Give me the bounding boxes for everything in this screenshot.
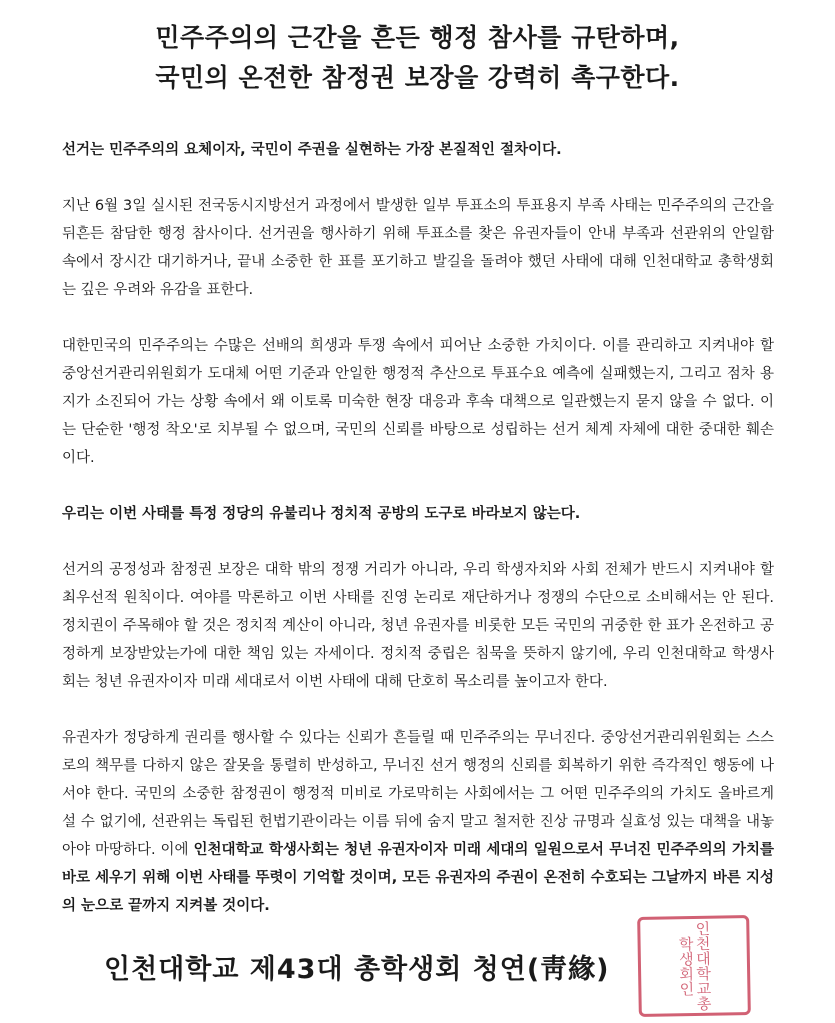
signature: 인천대학교 제43대 총학생회 청연(靑緣) xyxy=(104,954,610,985)
seal-text: 인천대학교총학생회인 xyxy=(676,920,713,1011)
statement-body xyxy=(62,136,774,948)
paragraph-2: 지난 6월 3일 실시된 전국동시지방선거 과정에서 발생한 일부 투표소의 투표용지 부족 사태는 민주주의의 근간을 뒤흔든 참담한 행정 참사이다. 선거권을 행사하기 위해 투표소를 찾은 유권자들이 안내 부족과 선관위의 안일함 속에서 장시간 대기하거나, 끝내 소중한 한 표를 포기하고 발길을 돌려야 했던 사태에 대해 인천대학교 총학생회는 깊은 우려와 유감을 표한다. xyxy=(62,198,774,298)
paragraph-3: 대한민국의 민주주의는 수많은 선배의 희생과 투쟁 속에서 피어난 소중한 가치이다. 이를 관리하고 지켜내야 할 중앙선거관리위원회가 도대체 어떤 기준과 안일한 행정적 추산으로 투표수요 예측에 실패했는지, 그리고 점차 용지가 소진되어 가는 상황 속에서 왜 이토록 미숙한 현장 대응과 후속 대책으로 일관했는지 묻지 않을 수 없다. 이는 단순한 '행정 착오'로 치부될 수 없으며, 국민의 신뢰를 바탕으로 성립하는 선거 체계 자체에 대한 중대한 훼손이다. xyxy=(62,338,774,466)
paragraph-6-regular: 유권자가 정당하게 권리를 행사할 수 있다는 신뢰가 흔들릴 때 민주주의는 무너진다. 중앙선거관리위원회는 스스로의 책무를 다하지 않은 잘못을 통렬히 반성하고, 무너진 선거 행정의 신뢰를 회복하기 위한 즉각적인 행동에 나서야 한다. 국민의 소중한 참정권이 행정적 미비로 가로막히는 사회에서는 그 어떤 민주주의의 가치도 올바르게 설 수 없기에, 선관위는 독립된 헌법기관이라는 이름 뒤에 숨지 말고 철저한 진상 규명과 실효성 있는 대책을 내놓아야 마땅하다. 이에 xyxy=(62,730,774,858)
seal-stamp xyxy=(637,915,751,1017)
paragraph-5: 선거의 공정성과 참정권 보장은 대학 밖의 정쟁 거리가 아니라, 우리 학생자치와 사회 전체가 반드시 지켜내야 할 최우선적 원칙이다. 여야를 막론하고 이번 사태를 진영 논리로 재단하거나 정쟁의 수단으로 소비해서는 안 된다. 정치권이 주목해야 할 것은 정치적 계산이 아니라, 청년 유권자를 비롯한 모든 국민의 귀중한 한 표가 온전하고 공정하게 보장받았는가에 대한 책임 있는 자세이다. 정치적 중립은 침묵을 뜻하지 않기에, 우리 인천대학교 학생사회는 청년 유권자이자 미래 세대로서 이번 사태에 대해 단호히 목소리를 높이고자 한다. xyxy=(62,562,774,690)
paragraph-6 xyxy=(62,724,774,920)
title-line-1: 민주주의의 근간을 흔든 행정 참사를 규탄하며, xyxy=(155,23,680,52)
paragraph-lead-1: 선거는 민주주의의 요체이자, 국민이 주권을 실현하는 가장 본질적인 절차이다. xyxy=(62,142,562,158)
title-line-2: 국민의 온전한 참정권 보장을 강력히 촉구한다. xyxy=(155,63,680,92)
paragraph-lead-4: 우리는 이번 사태를 특정 정당의 유불리나 정치적 공방의 도구로 바라보지 않는다. xyxy=(62,506,581,522)
statement-title xyxy=(0,18,835,98)
paragraph-6-bold: 인천대학교 학생사회는 청년 유권자이자 미래 세대의 일원으로서 무너진 민주주의의 가치를 바로 세우기 위해 이번 사태를 뚜렷이 기억할 것이며, 모든 유권자의 주권이 온전히 수호되는 그날까지 바른 지성의 눈으로 끝까지 지켜볼 것이다. xyxy=(62,842,774,914)
